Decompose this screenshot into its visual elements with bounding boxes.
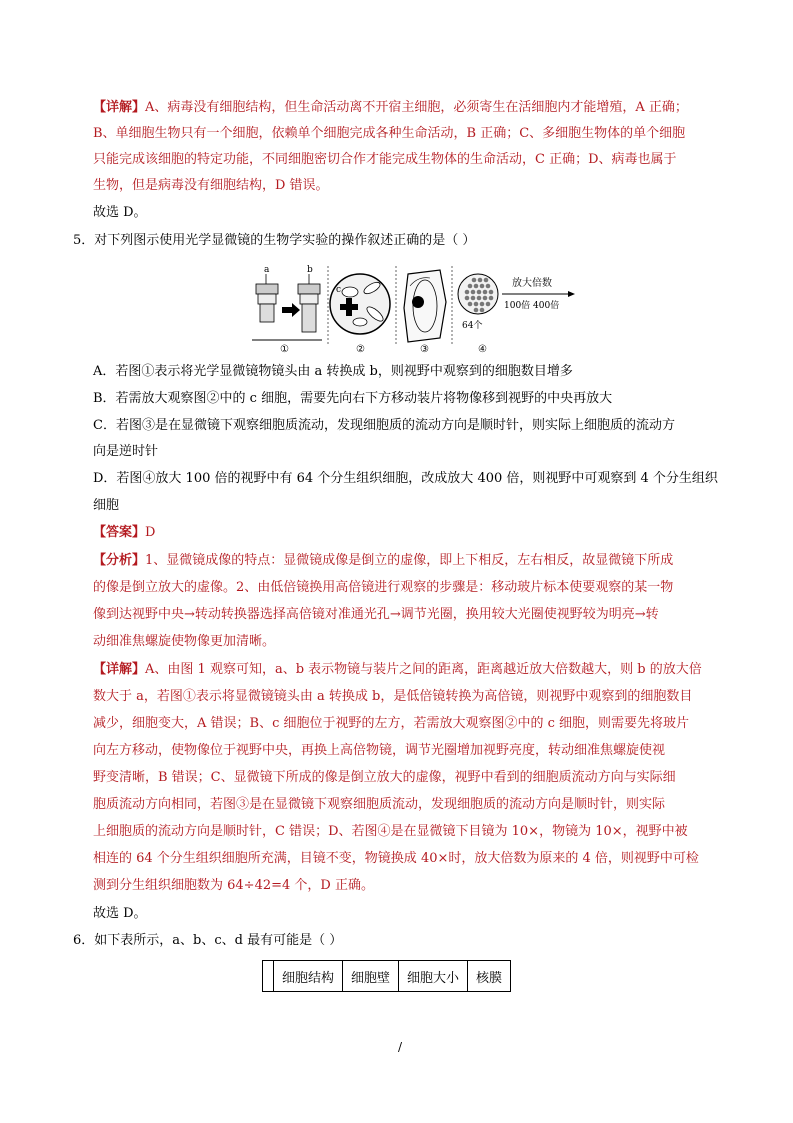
- q5-answer-tag: 【答案】: [93, 525, 146, 540]
- panel2-cell-field: [330, 274, 390, 354]
- q6-table-header: 核膜: [468, 961, 511, 992]
- q4-detail-line-4: 生物，但是病毒没有细胞结构，D 错误。: [93, 178, 329, 193]
- page-number: /: [398, 1040, 403, 1054]
- q5-answer: 【答案】D: [93, 525, 156, 540]
- q6-table: [262, 960, 511, 992]
- q4-conclusion: 故选 D。: [93, 205, 147, 220]
- q5-option-c-cont: 向是逆时针: [93, 444, 159, 459]
- panel4-meristem-field: [458, 274, 575, 354]
- q6-table-header: 细胞结构: [274, 961, 343, 992]
- q5-detail-line-9: 测到分生组织细胞数为 64÷42=4 个，D 正确。: [93, 878, 374, 893]
- q5-detail-line-2: 数大于 a，若图①表示将显微镜镜头由 a 转换成 b，是低倍镜转换为高倍镜，则视野中观察到的细胞数目: [93, 689, 693, 704]
- panel1-objectives: [252, 265, 322, 354]
- panel-label-1: ①: [280, 344, 289, 354]
- q5-detail-tag: 【详解】: [93, 662, 146, 677]
- panel-label-2: ②: [356, 344, 365, 354]
- q5-option-a: A．若图①表示将光学显微镜物镜头由 a 转换成 b，则视野中观察到的细胞数目增多: [93, 364, 573, 379]
- q5-option-d: D．若图④放大 100 倍的视野中有 64 个分生组织细胞，改成放大 400 倍，则视野中可观察到 4 个分生组织: [93, 471, 718, 486]
- q5-option-b: B．若需放大观察图②中的 c 细胞，需要先向右下方移动装片将物像移到视野的中央再放大: [93, 391, 613, 406]
- q5-detail-line-6: 胞质流动方向相同，若图③是在显微镜下观察细胞质流动，发现细胞质的流动方向是顺时针，则实际: [93, 797, 666, 812]
- q5-figure: [250, 262, 580, 354]
- q6-table-header: 细胞壁: [343, 961, 399, 992]
- cell-c-label: c: [336, 285, 342, 295]
- label-a: a: [264, 265, 270, 275]
- q6-table-header: 细胞大小: [399, 961, 468, 992]
- q4-detail-line-2: B、单细胞生物只有一个细胞，依赖单个细胞完成各种生命活动，B 正确；C、多细胞生物体的单个细胞: [93, 126, 686, 141]
- q5-detail-line-5: 野变清晰，B 错误；C、显微镜下所成的像是倒立放大的虚像，视野中看到的细胞质流动方向与实际细: [93, 770, 676, 785]
- mag-text: 放大倍数: [512, 278, 552, 289]
- q5-option-d-cont: 细胞: [93, 498, 120, 513]
- q5-detail-line-3: 减少，细胞变大，A 错误；B、c 细胞位于视野的左方，若需放大观察图②中的 c 细胞，则需要先将玻片: [93, 716, 690, 731]
- label-b: b: [307, 265, 313, 275]
- q5-detail-line-4: 向左方移动，使物像位于视野中央，再换上高倍物镜，调节光圈增加视野亮度，转动细准焦螺旋使视: [93, 743, 666, 758]
- q5-stem: 5．对下列图示使用光学显微镜的生物学实验的操作叙述正确的是（ ）: [73, 233, 476, 248]
- q5-analysis-line-2: 的像是倒立放大的虚像。2、由低倍镜换用高倍镜进行观察的步骤是：移动玻片标本使要观察的某一物: [93, 580, 674, 595]
- q4-detail-tag: 【详解】: [93, 100, 146, 115]
- q4-detail-line-1: 【详解】A、病毒没有细胞结构，但生命活动离不开宿主细胞，必须寄生在活细胞内才能增殖，A 正确；: [93, 100, 688, 115]
- q5-analysis-line-1: 【分析】1、显微镜成像的特点：显微镜成像是倒立的虚像，即上下相反，左右相反，故显微镜下所成: [93, 553, 674, 568]
- count-text: 64个: [462, 321, 483, 331]
- q5-detail-line-1: 【详解】A、由图 1 观察可知，a、b 表示物镜与装片之间的距离，距离越近放大倍数越大，则 b 的放大倍: [93, 662, 702, 677]
- q5-detail-line-8: 相连的 64 个分生组织细胞所充满，目镜不变，物镜换成 40×时，放大倍数为原来的 4 倍，则视野中可检: [93, 851, 699, 866]
- panel-label-4: ④: [478, 344, 487, 354]
- q4-detail-line-3: 只能完成该细胞的特定功能，不同细胞密切合作才能完成生物体的生命活动，C 正确；D、病毒也属于: [93, 152, 677, 167]
- q6-table-header-blank: [263, 961, 274, 992]
- q5-analysis-line-3: 像到达视野中央→转动转换器选择高倍镜对准通光孔→调节光圈，换用较大光圈使视野较为明亮→转: [93, 607, 659, 622]
- panel3-plant-cell: [404, 270, 446, 354]
- panel-label-3: ③: [420, 344, 429, 354]
- q6-table-header-row: [263, 961, 511, 992]
- q5-analysis-line-4: 动细准焦螺旋使物像更加清晰。: [93, 634, 276, 649]
- q5-detail-line-7: 上细胞质的流动方向是顺时针，C 错误；D、若图④是在显微镜下目镜为 10×，物镜为 10×，视野中被: [93, 824, 688, 839]
- mag-values: 100倍 400倍: [504, 301, 560, 311]
- q5-analysis-tag: 【分析】: [93, 553, 146, 568]
- q5-conclusion: 故选 D。: [93, 906, 147, 921]
- q6-stem: 6．如下表所示，a、b、c、d 最有可能是（ ）: [73, 933, 343, 948]
- q5-option-c: C．若图③是在显微镜下观察细胞质流动，发现细胞质的流动方向是顺时针，则实际上细胞质的流动方: [93, 418, 675, 433]
